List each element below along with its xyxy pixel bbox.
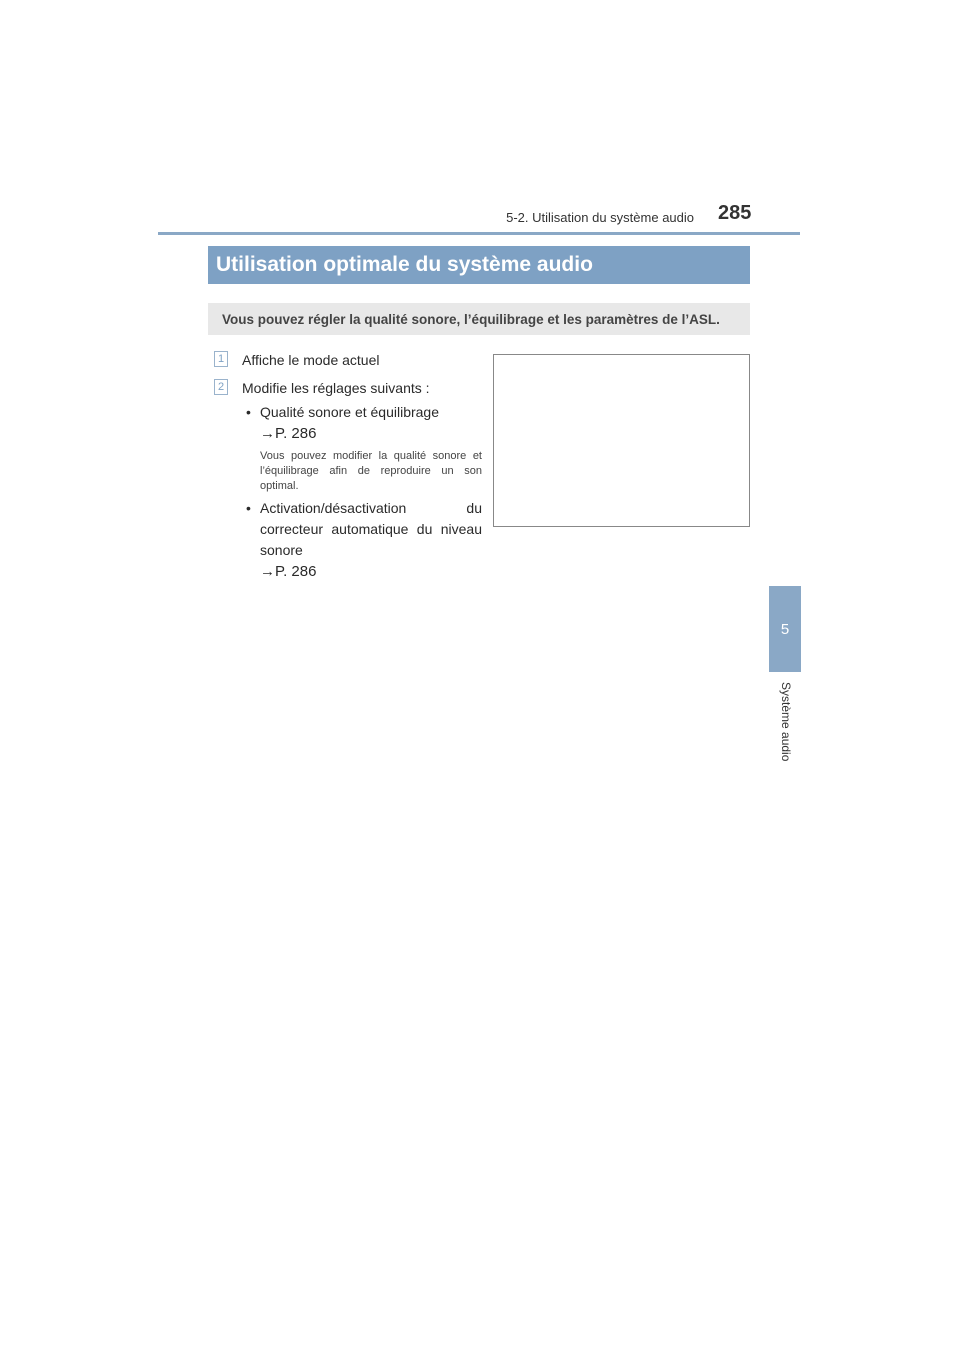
bullet: • [246, 500, 251, 516]
sub-item-text: Activation/désactivation du correcteur automatique du niveau sonore [260, 500, 482, 558]
item-number-badge: 2 [214, 379, 228, 395]
intro-box [208, 303, 750, 335]
page-reference: →P. 286 [260, 563, 317, 580]
list-item [214, 378, 482, 398]
chapter-label: Système audio [779, 682, 793, 762]
item-text: Affiche le mode actuel [242, 352, 380, 368]
item-text: Modifie les réglages suivants : [242, 380, 430, 396]
bullet: • [246, 404, 251, 420]
page-number: 285 [718, 202, 752, 224]
page-reference: →P. 286 [260, 425, 317, 442]
sub-item [214, 402, 482, 423]
item-number-badge: 1 [214, 351, 228, 367]
sub-item [214, 498, 482, 561]
chapter-number: 5 [780, 620, 790, 638]
section-title: Utilisation optimale du système audio [216, 253, 593, 276]
content [214, 350, 482, 583]
list-item [214, 350, 482, 370]
chapter-tab [769, 586, 801, 672]
section-title-bar [208, 246, 750, 284]
note-text: Vous pouvez modifier la qualité sonore et l’équilibrage afin de reproduire un son optimal. [260, 450, 482, 492]
intro-text: Vous pouvez régler la qualité sonore, l’équilibrage et les paramètres de l’ASL. [222, 311, 720, 327]
header-rule [158, 232, 800, 235]
illustration-frame [493, 354, 750, 527]
sub-item-text: Qualité sonore et équilibrage [260, 404, 440, 420]
header-section-title: 5-2. Utilisation du système audio [506, 210, 694, 225]
